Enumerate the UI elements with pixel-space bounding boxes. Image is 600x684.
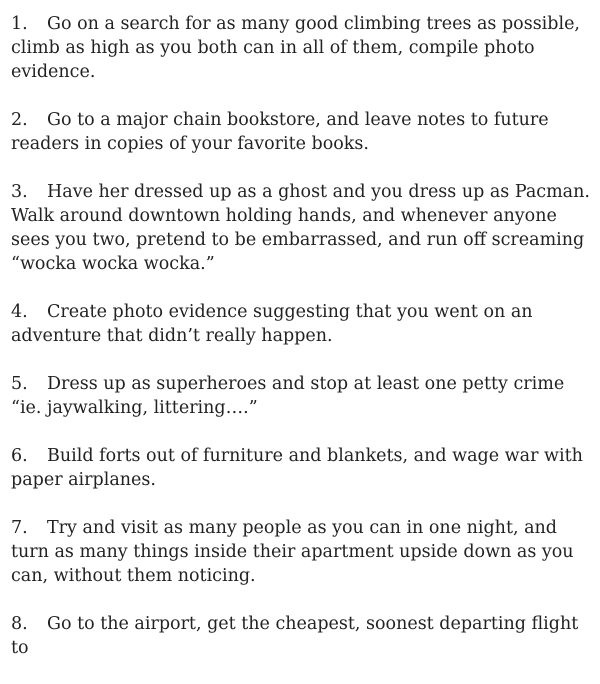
- list-item: [11, 300, 591, 348]
- item-text: Dress up as superheroes and stop at least one petty crime “ie. jaywalking, littering….”: [11, 374, 565, 418]
- item-number: 1.: [11, 14, 28, 34]
- list-item: [11, 12, 591, 84]
- item-text: Build forts out of furniture and blankets, and wage war with paper airplanes.: [11, 446, 583, 490]
- item-number: 4.: [11, 302, 28, 322]
- list-item: [11, 108, 591, 156]
- item-text: Try and visit as many people as you can in one night, and turn as many things inside their apartment upside down as you can, without them noticing.: [11, 518, 574, 586]
- item-text: Create photo evidence suggesting that you went on an adventure that didn’t really happen.: [11, 302, 533, 346]
- list-item: [11, 372, 591, 420]
- item-text: Go to the airport, get the cheapest, soonest departing flight to: [11, 614, 579, 658]
- item-number: 6.: [11, 446, 28, 466]
- item-number: 5.: [11, 374, 28, 394]
- list-item: [11, 516, 591, 588]
- item-text: Go to a major chain bookstore, and leave notes to future readers in copies of your favorite books.: [11, 110, 549, 154]
- list-item: [11, 444, 591, 492]
- item-number: 3.: [11, 182, 28, 202]
- item-number: 2.: [11, 110, 28, 130]
- list-item: [11, 612, 591, 660]
- item-number: 8.: [11, 614, 28, 634]
- list-item: [11, 180, 591, 276]
- item-number: 7.: [11, 518, 28, 538]
- item-text: Go on a search for as many good climbing trees as possible, climb as high as you both can in all of them, compile photo evidence.: [11, 14, 580, 82]
- item-text: Have her dressed up as a ghost and you dress up as Pacman. Walk around downtown holding hands, and whenever anyone sees you two, pretend to be embarrassed, and run off screaming “wocka wocka wocka.”: [11, 182, 590, 274]
- document-page: [11, 12, 591, 684]
